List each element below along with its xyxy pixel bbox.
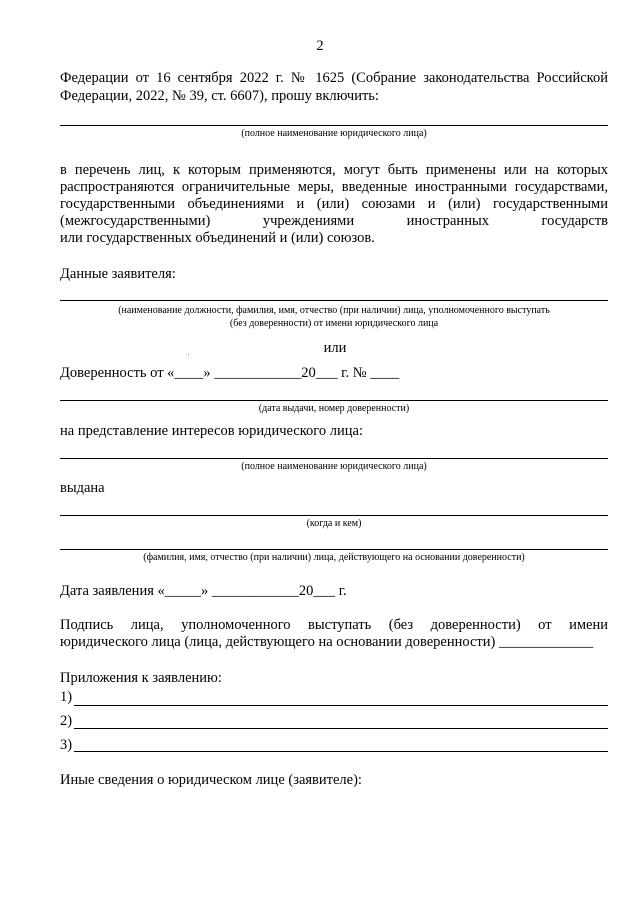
attachment-item-3-label: 3) [60, 737, 73, 753]
attachments-heading: Приложения к заявлению: [60, 670, 222, 686]
intro-line-2: Федерации, 2022, № 39, ст. 6607), прошу включить: [60, 88, 379, 104]
poa-details-field[interactable] [60, 400, 608, 401]
position-field[interactable] [60, 300, 608, 301]
position-caption-line-1: (наименование должности, фамилия, имя, отчество (при наличии) лица, уполномоченного выступать [118, 305, 550, 316]
applicant-heading: Данные заявителя: [60, 266, 176, 282]
poa-caption: (дата выдачи, номер доверенности) [258, 403, 410, 414]
scan-speck [188, 354, 189, 355]
application-date[interactable]: Дата заявления «_____» ____________20___ г. [60, 583, 347, 599]
list-paragraph-line-3: государственными объединениями и (или) союзами и (или) государственными [60, 196, 608, 212]
acting-person-caption: (фамилия, имя, отчество (при наличии) лица, действующего на основании доверенности) [143, 552, 525, 563]
issued-label: выдана [60, 480, 105, 496]
attachment-item-2-label: 2) [60, 713, 73, 729]
entity-name-field-1[interactable] [60, 125, 608, 126]
list-paragraph-line-5: или государственных объединений и (или) союзов. [60, 230, 375, 246]
representation-label: на представление интересов юридического лица: [60, 423, 363, 439]
page-number: 2 [316, 38, 324, 54]
attachment-item-1-label: 1) [60, 689, 73, 705]
signature-line-2[interactable]: юридического лица (лица, действующего на основании доверенности) _____________ [60, 634, 594, 650]
intro-line-1: Федерации от 16 сентября 2022 г. № 1625 (Собрание законодательства Российской [60, 70, 608, 86]
entity-name-caption-2: (полное наименование юридического лица) [241, 461, 427, 472]
list-paragraph-line-2: распространяются ограничительные меры, введенные иностранными государствами, [60, 179, 608, 195]
attachment-item-3-field[interactable] [74, 751, 608, 752]
power-of-attorney-line[interactable]: Доверенность от «____» ____________20___ г. № ____ [60, 365, 400, 381]
entity-name-field-2[interactable] [60, 458, 608, 459]
signature-line-1: Подпись лица, уполномоченного выступать (без доверенности) от имени [60, 617, 608, 633]
position-caption-line-2: (без доверенности) от имени юридического лица [229, 318, 439, 329]
or-label: или [323, 340, 347, 356]
acting-person-field[interactable] [60, 549, 608, 550]
attachment-item-1-field[interactable] [74, 705, 608, 706]
entity-name-caption-1: (полное наименование юридического лица) [241, 128, 427, 139]
list-paragraph-line-1: в перечень лиц, к которым применяются, могут быть применены или на которых [60, 162, 608, 178]
other-info-heading: Иные сведения о юридическом лице (заявителе): [60, 772, 362, 788]
when-by-whom-caption: (когда и кем) [306, 518, 362, 529]
list-paragraph-line-4: (межгосударственными) учреждениями иностранных государств [60, 213, 608, 229]
attachment-item-2-field[interactable] [74, 728, 608, 729]
when-by-whom-field[interactable] [60, 515, 608, 516]
